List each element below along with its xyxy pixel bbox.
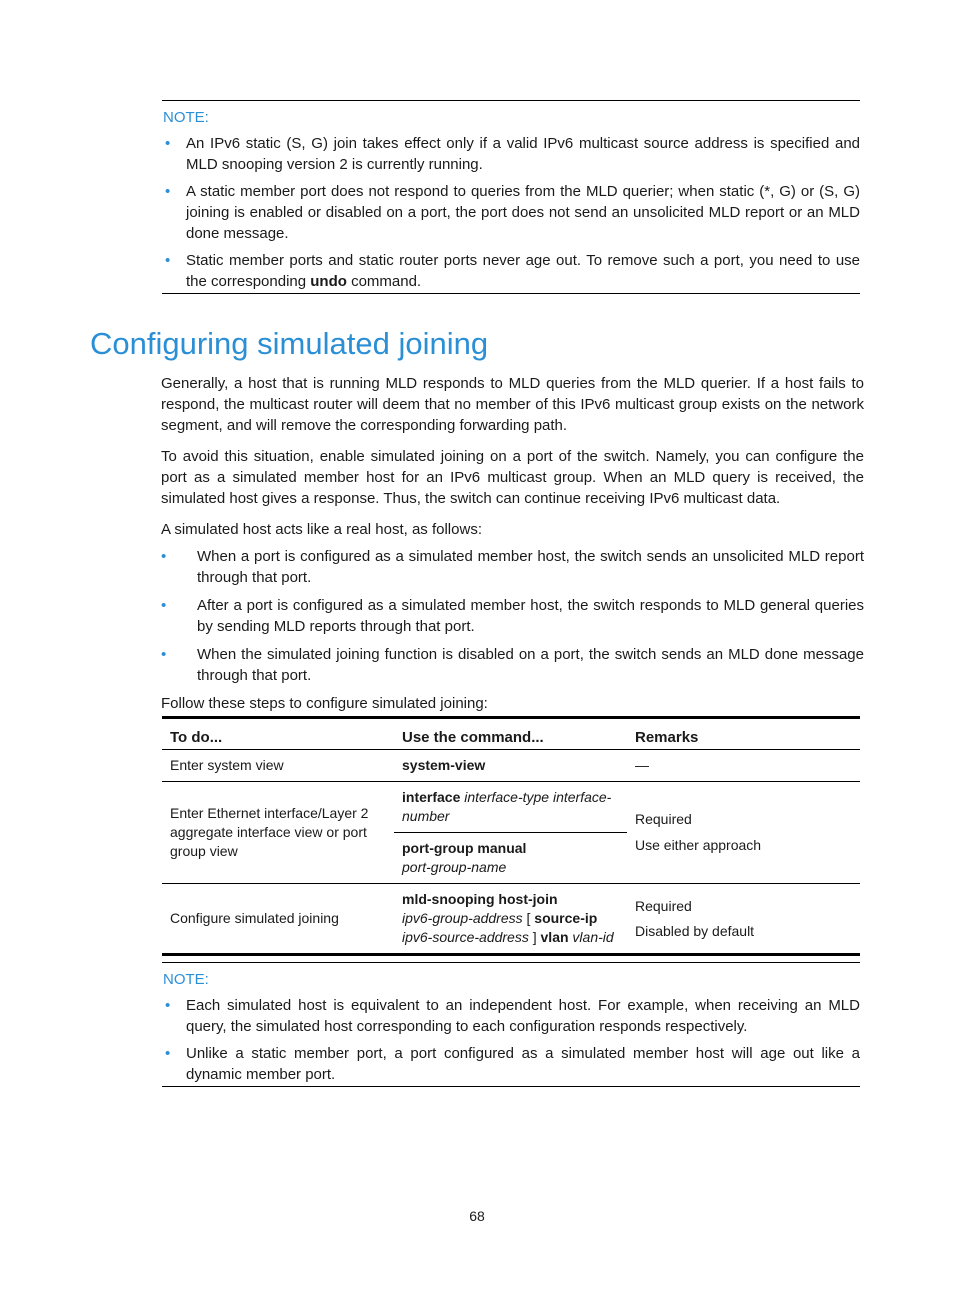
list-item: • A static member port does not respond to queries from the MLD querier; when static (*, G) or (S, G) joining is enabled or disabled on a port, the port does not send an unsolicited MLD report or an MLD done message. [165, 183, 860, 242]
note-box-1 [162, 100, 860, 294]
cell-todo: Enter system view [170, 757, 284, 773]
bullet-icon: • [165, 1045, 171, 1062]
list-item: • After a port is configured as a simulated member host, the switch responds to MLD general queries by sending MLD reports through that port. [161, 597, 864, 635]
bullet-icon: • [161, 548, 167, 565]
note-list [162, 995, 860, 1086]
list-item: • An IPv6 static (S, G) join takes effect only if a valid IPv6 multicast source address is specified and MLD snooping version 2 is currently running. [165, 135, 860, 173]
bullet-icon: • [165, 997, 171, 1014]
note-title: NOTE: [163, 109, 209, 126]
cell-remark: Required Disabled by default [627, 884, 860, 955]
section-body [161, 373, 864, 714]
table-header-row [162, 718, 860, 750]
cell-command: mld-snooping host-join ipv6-group-address [ source-ip ipv6-source-address ] vlan vlan-id [394, 884, 627, 955]
list-item: • When the simulated joining function is disabled on a port, the switch sends an MLD done message through that port. [161, 646, 864, 684]
bullet-icon: • [161, 646, 167, 663]
header-command: Use the command... [394, 718, 627, 750]
paragraph: Follow these steps to configure simulated joining: [161, 695, 488, 712]
table-row [162, 884, 860, 955]
section-heading: Configuring simulated joining [90, 326, 489, 361]
note-title: NOTE: [163, 971, 209, 988]
command-table [162, 716, 860, 956]
cell-command: system-view [402, 757, 486, 773]
table-row [162, 750, 860, 782]
bullet-icon: • [165, 135, 171, 152]
cell-command: interface interface-type interface-number [394, 782, 627, 833]
cell-command: port-group manual port-group-name [402, 840, 527, 875]
page-number: 68 [469, 1208, 485, 1224]
cell-remark: Required Use either approach [627, 782, 860, 884]
header-todo: To do... [162, 718, 394, 750]
note-box-2 [162, 962, 860, 1087]
paragraph: Generally, a host that is running MLD responds to MLD queries from the MLD querier. If a host fails to respond, the multicast router will deem that no member of this IPv6 multicast group exists on the network segment, and will remove the corresponding forwarding path. [161, 375, 864, 434]
paragraph: To avoid this situation, enable simulated joining on a port of the switch. Namely, you can configure the port as a simulated member host for an IPv6 multicast group. When an MLD query is received, the simulated host gives a response. Thus, the switch can continue receiving IPv6 multicast data. [161, 448, 864, 507]
command-keyword: undo [310, 273, 347, 290]
list-item: • Each simulated host is equivalent to an independent host. For example, when receiving an MLD query, the simulated host corresponding to each configuration responds respectively. [165, 997, 860, 1035]
cell-todo: Configure simulated joining [162, 884, 394, 955]
paragraph: A simulated host acts like a real host, as follows: [161, 521, 482, 538]
list-item: • Unlike a static member port, a port configured as a simulated member host will age out like a dynamic member port. [165, 1045, 860, 1083]
list-item: • Static member ports and static router ports never age out. To remove such a port, you need to use the corresponding undo command. [165, 252, 860, 290]
cell-remark: — [635, 757, 649, 773]
header-remarks: Remarks [627, 718, 860, 750]
bullet-list [161, 546, 864, 686]
note-list [162, 133, 860, 293]
bullet-icon: • [165, 252, 171, 269]
bullet-icon: • [165, 183, 171, 200]
bullet-icon: • [161, 597, 167, 614]
table-row [162, 782, 860, 833]
cell-todo: Enter Ethernet interface/Layer 2 aggregate interface view or port group view [162, 782, 394, 884]
list-item: • When a port is configured as a simulated member host, the switch sends an unsolicited MLD report through that port. [161, 548, 864, 586]
